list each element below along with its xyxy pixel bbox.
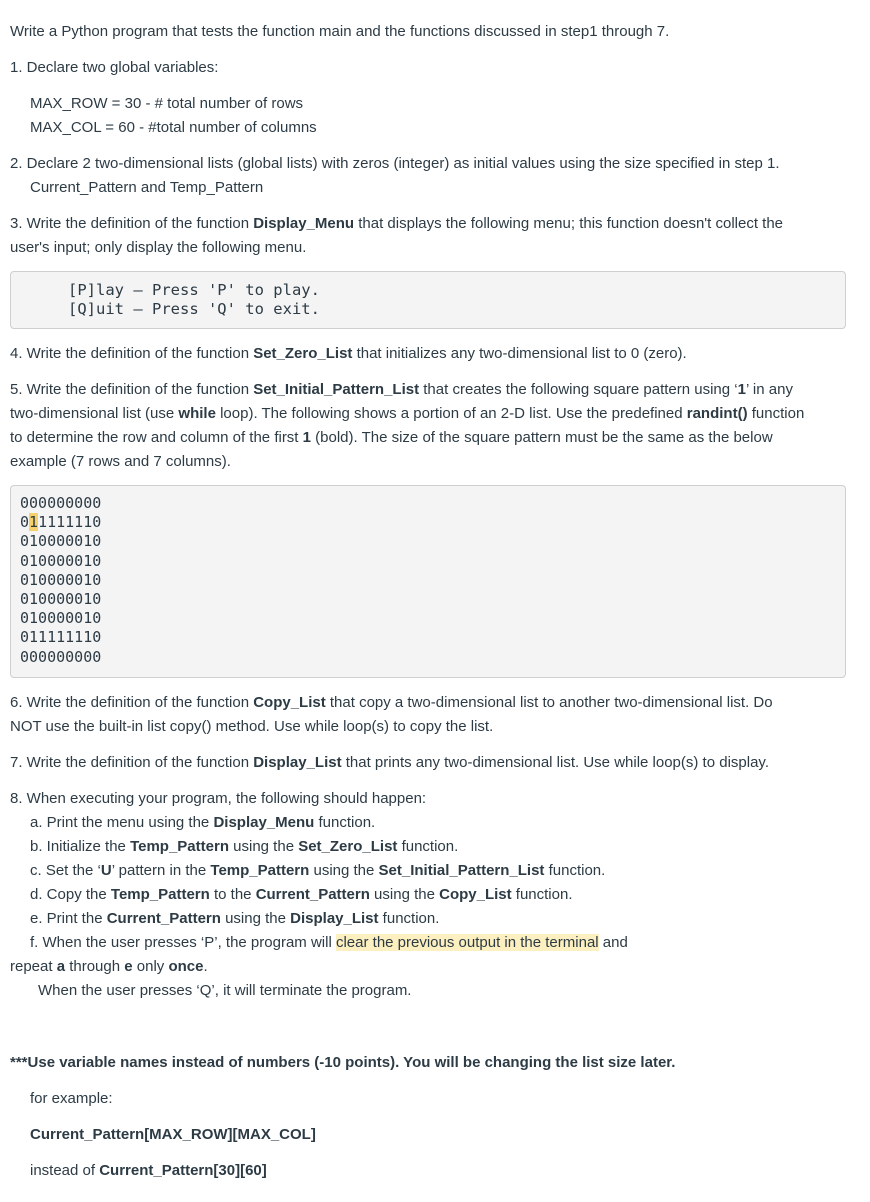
s8c-post: function.: [544, 862, 606, 879]
display-list-fn: Display_List: [253, 754, 342, 771]
s8d-fn: Copy_List: [439, 886, 512, 903]
first-one-marker: 1: [29, 513, 39, 532]
step3-post: that displays the following menu; this function doesn't collect the: [354, 215, 784, 232]
s8d-post: function.: [511, 886, 573, 903]
step2-text: 2. Declare 2 two-dimensional lists (global lists) with zeros (integer) as initial values using the size specified in step 1.: [10, 155, 780, 172]
step4-post: that initializes any two-dimensional list to 0 (zero).: [352, 345, 687, 362]
s8c-mid2: using the: [309, 862, 379, 879]
s8e-post: function.: [378, 910, 440, 927]
step6-line1: [10, 691, 773, 715]
step5-line3: [10, 426, 773, 450]
s8e-pre: e. Print the: [30, 910, 107, 927]
grid-row: 010000010: [20, 590, 102, 609]
intro-text: Write a Python program that tests the function main and the functions discussed in step1 through 7.: [10, 23, 670, 40]
grid-row: 010000010: [20, 551, 102, 570]
s8d-mid1: to the: [209, 886, 256, 903]
s8b-post: function.: [397, 838, 459, 855]
step8-f: [30, 931, 628, 955]
grid-row2-a: 0: [20, 513, 30, 532]
step8-heading: 8. When executing your program, the following should happen:: [10, 790, 427, 807]
set-zero-list-fn: Set_Zero_List: [253, 345, 353, 362]
s8c-u: U: [100, 862, 112, 879]
s8a-fn: Display_Menu: [213, 814, 315, 831]
step6-pre: 6. Write the definition of the function: [10, 694, 254, 711]
step8-e: [30, 907, 439, 931]
step5-first-one: 1: [302, 429, 311, 446]
step3-line2: user's input; only display the following menu.: [10, 239, 307, 256]
s8f-pre: f. When the user presses ‘P’, the program will: [30, 934, 336, 951]
s8f2-mid2: only: [132, 958, 169, 975]
s8b-var: Temp_Pattern: [130, 838, 229, 855]
step5-l1-pre: 5. Write the definition of the function: [10, 381, 254, 398]
s8f2-pre: repeat: [10, 958, 57, 975]
s8d-pre: d. Copy the: [30, 886, 111, 903]
max-row-var: MAX_ROW = 30: [30, 95, 142, 112]
s8f-post: and: [598, 934, 628, 951]
grid-row: 010000010: [20, 609, 102, 628]
grid-row: [20, 513, 101, 532]
s8e-var: Current_Pattern: [106, 910, 221, 927]
s8c-fn: Set_Initial_Pattern_List: [378, 862, 545, 879]
max-col-comment: - #total number of columns: [134, 119, 317, 136]
s8f2-a: a: [56, 958, 66, 975]
instead-of-text: instead of: [30, 1162, 100, 1179]
good-example: [30, 1123, 316, 1147]
step5-line2: [10, 402, 804, 426]
step8-b: [30, 835, 458, 859]
step5-l2-post: function: [747, 405, 805, 422]
s8f2-once: once: [168, 958, 204, 975]
s8c-var: Temp_Pattern: [210, 862, 310, 879]
s8c-mid1: ’ pattern in the: [111, 862, 211, 879]
s8d-mid2: using the: [369, 886, 440, 903]
and-text: and: [136, 179, 170, 196]
s8a-pre: a. Print the menu using the: [30, 814, 214, 831]
grid-row: 000000000: [20, 647, 102, 666]
s8d-var2: Current_Pattern: [255, 886, 370, 903]
temp-pattern-name: Temp_Pattern: [169, 179, 264, 196]
max-col-var: MAX_COL = 60: [30, 119, 135, 136]
menu-line-play: [P]lay – Press 'P' to play.: [68, 281, 320, 299]
grid-code-block: [10, 485, 846, 678]
s8e-mid: using the: [220, 910, 291, 927]
set-initial-pattern-fn: Set_Initial_Pattern_List: [253, 381, 420, 398]
step3-line1: [10, 212, 783, 236]
step8-a: [30, 811, 375, 835]
note-line: [10, 1051, 675, 1075]
randint-fn: randint(): [686, 405, 748, 422]
step8-d: [30, 883, 573, 907]
step5-one: 1: [737, 381, 746, 398]
s8d-var1: Temp_Pattern: [110, 886, 210, 903]
current-pattern-name: Current_Pattern: [30, 179, 137, 196]
step6-line2: NOT use the built-in list copy() method. Use while loop(s) to copy the list.: [10, 718, 494, 735]
s8f2-post: .: [203, 958, 208, 975]
step5-l2-pre: two-dimensional list (use: [10, 405, 179, 422]
grid-row: 010000010: [20, 570, 102, 589]
s8b-fn: Set_Zero_List: [298, 838, 398, 855]
grid-row2-b: 1111110: [38, 513, 102, 532]
s8f2-e: e: [124, 958, 133, 975]
step7-post: that prints any two-dimensional list. Use while loop(s) to display.: [341, 754, 769, 771]
for-example: for example:: [30, 1090, 113, 1107]
step8-f-cont: [10, 955, 208, 979]
while-keyword: while: [178, 405, 216, 422]
s8b-pre: b. Initialize the: [30, 838, 131, 855]
grid-row: 010000010: [20, 532, 102, 551]
step1-heading: 1. Declare two global variables:: [10, 59, 219, 76]
s8c-pre: c. Set the ‘: [30, 862, 101, 879]
grid-row: 011111110: [20, 628, 102, 647]
step5-line4: example (7 rows and 7 columns).: [10, 453, 231, 470]
s8a-post: function.: [314, 814, 376, 831]
step5-l1-post: ’ in any: [745, 381, 793, 398]
step5-l3-pre: to determine the row and column of the first: [10, 429, 303, 446]
step4-pre: 4. Write the definition of the function: [10, 345, 254, 362]
menu-code-block: [10, 271, 846, 329]
step7-text: [10, 751, 769, 775]
s8b-mid: using the: [228, 838, 299, 855]
step1-max-col: [30, 116, 317, 140]
grid-row: 000000000: [20, 494, 102, 512]
s8e-fn: Display_List: [290, 910, 379, 927]
good-example-code: Current_Pattern[MAX_ROW][MAX_COL]: [30, 1126, 316, 1143]
s8f2-mid: through: [65, 958, 125, 975]
step7-pre: 7. Write the definition of the function: [10, 754, 254, 771]
step1-max-row: [30, 92, 303, 116]
copy-list-fn: Copy_List: [253, 694, 326, 711]
clear-terminal-highlight: clear the previous output in the terminal: [335, 934, 599, 951]
note-text: Use variable names instead of numbers (-10 points). You will be changing the list size later.: [27, 1054, 676, 1071]
max-row-comment: - # total number of rows: [141, 95, 304, 112]
step4-text: [10, 342, 687, 366]
display-menu-fn: Display_Menu: [253, 215, 355, 232]
step5-l2-mid: loop). The following shows a portion of an 2-D list. Use the predefined: [215, 405, 687, 422]
note-stars: ***: [10, 1054, 28, 1071]
grid-code: [20, 494, 101, 667]
bad-example-code: Current_Pattern[30][60]: [99, 1162, 267, 1179]
step2-lists: [30, 176, 263, 200]
step3-pre: 3. Write the definition of the function: [10, 215, 254, 232]
step5-l3-post: (bold). The size of the square pattern must be the same as the below: [311, 429, 773, 446]
step8-q: When the user presses ‘Q’, it will terminate the program.: [38, 982, 412, 999]
step8-c: [30, 859, 605, 883]
step6-post: that copy a two-dimensional list to another two-dimensional list. Do: [325, 694, 773, 711]
bad-example: [30, 1159, 267, 1183]
menu-line-quit: [Q]uit – Press 'Q' to exit.: [68, 300, 320, 318]
step5-l1-mid: that creates the following square pattern using ‘: [419, 381, 738, 398]
step5-line1: [10, 378, 793, 402]
menu-code: [68, 281, 320, 319]
